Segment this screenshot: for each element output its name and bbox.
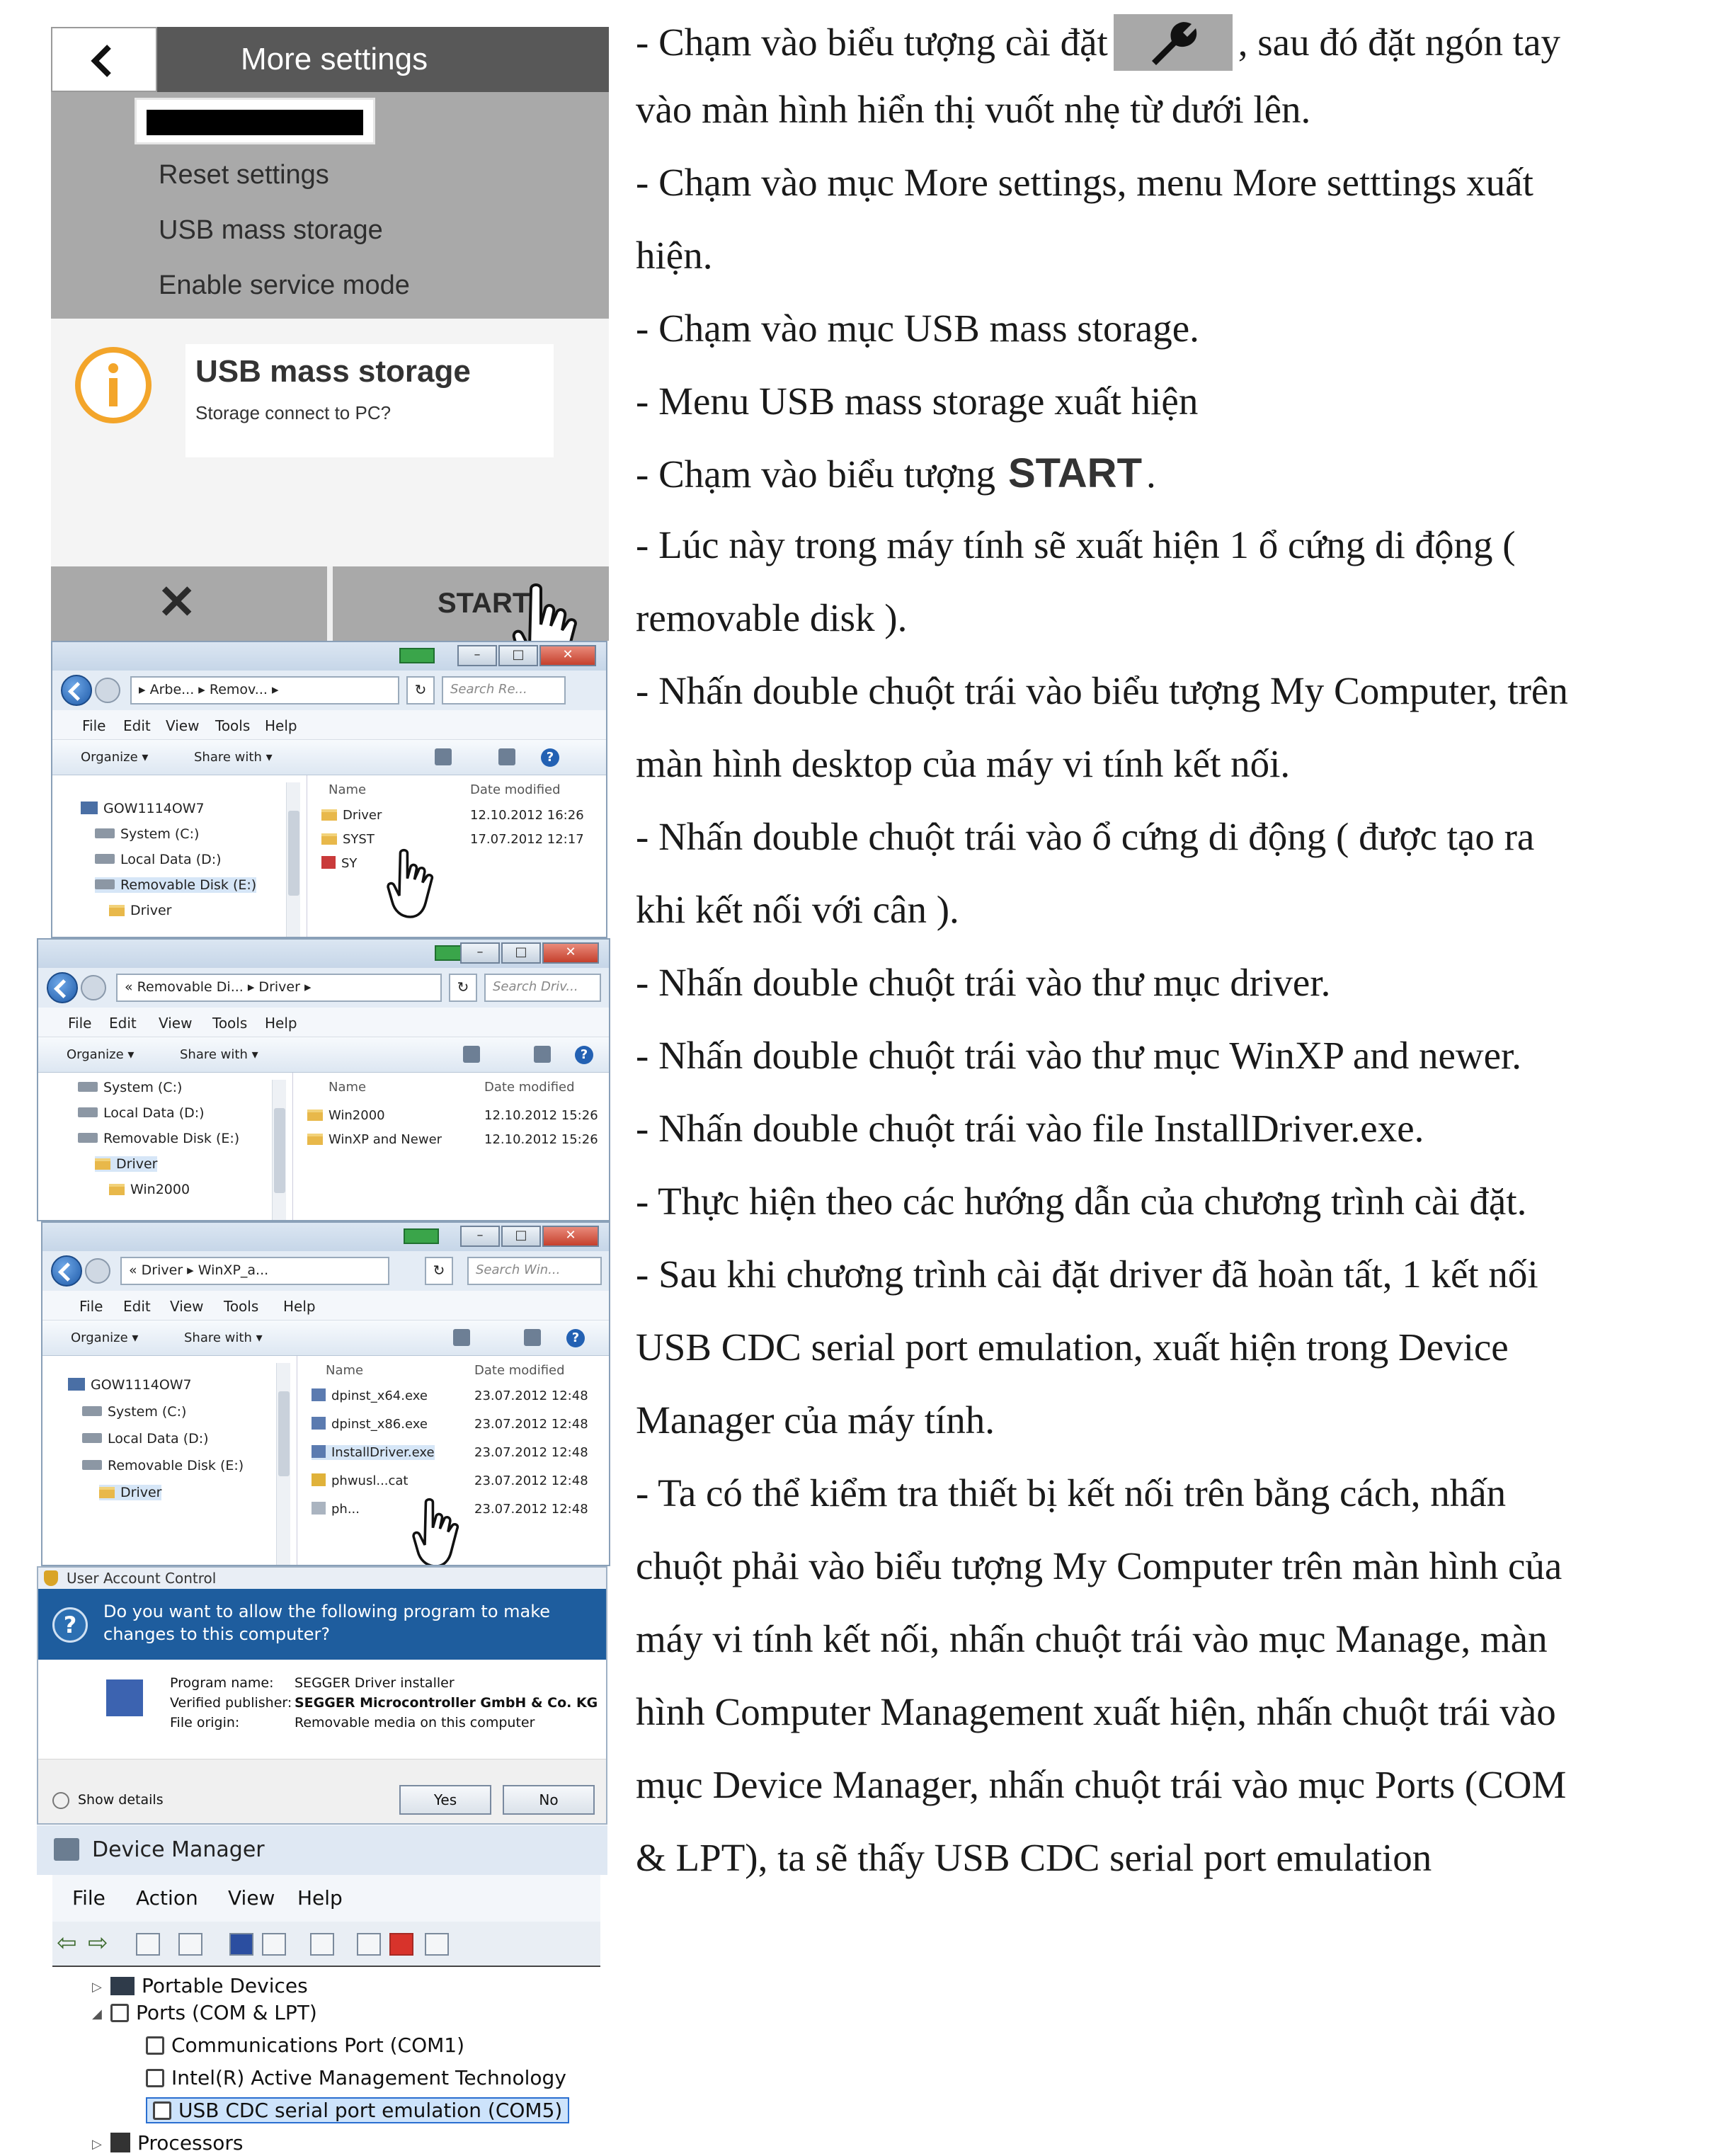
folder-icon bbox=[307, 1134, 323, 1145]
explorer-window-1 bbox=[51, 641, 607, 938]
address-bar bbox=[42, 1251, 609, 1291]
file-row[interactable] bbox=[307, 1132, 442, 1147]
menu-tools[interactable]: Tools bbox=[212, 1015, 248, 1032]
wrench-settings-icon bbox=[1114, 14, 1233, 71]
button-divider bbox=[327, 566, 333, 641]
instruction-line-12: - Nhấn double chuột trái vào ổ cứng di động ( được tạo ra bbox=[636, 815, 1535, 858]
column-name[interactable]: Name bbox=[326, 1363, 364, 1378]
folder-icon bbox=[95, 1158, 110, 1170]
nav-label: Driver bbox=[130, 903, 172, 918]
tree-item-com1[interactable] bbox=[146, 2034, 464, 2057]
close-icon[interactable]: ✕ bbox=[542, 1226, 599, 1247]
caption-buttons bbox=[456, 645, 596, 666]
column-date[interactable]: Date modified bbox=[474, 1363, 565, 1378]
expand-icon[interactable]: ▷ bbox=[92, 1980, 102, 1995]
view-icon[interactable] bbox=[463, 1046, 480, 1063]
column-date[interactable]: Date modified bbox=[470, 782, 561, 797]
instruction-line-25: mục Device Manager, nhấn chuột trái vào mục Ports (COM bbox=[636, 1763, 1567, 1806]
menu-file[interactable]: File bbox=[72, 1886, 105, 1910]
help-icon[interactable]: ? bbox=[575, 1046, 593, 1064]
menu-file[interactable]: File bbox=[82, 717, 106, 734]
nav-label: Removable Disk (E:) bbox=[103, 1131, 240, 1146]
port-icon bbox=[146, 2069, 164, 2087]
device-manager-title: Device Manager bbox=[92, 1837, 265, 1862]
menu-edit[interactable]: Edit bbox=[123, 717, 151, 734]
forward-arrow-icon[interactable]: ⇨ bbox=[88, 1929, 108, 1957]
file-origin-value: Removable media on this computer bbox=[295, 1715, 535, 1730]
file-date: 23.07.2012 12:48 bbox=[474, 1417, 588, 1432]
share-with-button[interactable]: Share with ▾ bbox=[194, 750, 273, 765]
menu-help[interactable]: Help bbox=[297, 1886, 343, 1910]
tree-label: Ports (COM & LPT) bbox=[136, 2001, 317, 2024]
program-icon bbox=[106, 1679, 143, 1716]
uac-footer bbox=[38, 1759, 606, 1823]
processor-icon bbox=[110, 2133, 130, 2152]
nav-item-removable-disk[interactable] bbox=[95, 877, 256, 893]
collapse-icon[interactable]: ◢ bbox=[92, 2007, 102, 2021]
maximize-icon[interactable]: □ bbox=[501, 942, 541, 964]
drive-icon bbox=[82, 1433, 102, 1443]
cancel-button[interactable] bbox=[51, 566, 327, 641]
uac-title: User Account Control bbox=[67, 1570, 217, 1587]
instruction-line-16: - Nhấn double chuột trái vào file InstallDriver.exe. bbox=[636, 1107, 1424, 1150]
instruction-line-3: - Chạm vào mục More settings, menu More setttings xuất bbox=[636, 161, 1533, 204]
instruction-text: - Chạm vào biểu tượng cài đặt bbox=[636, 21, 1108, 64]
nav-label: Win2000 bbox=[130, 1182, 190, 1197]
column-name[interactable]: Name bbox=[329, 1080, 367, 1095]
forward-arrow-icon[interactable] bbox=[81, 975, 106, 1000]
uac-banner bbox=[38, 1589, 606, 1660]
nav-label: Local Data (D:) bbox=[103, 1105, 205, 1121]
file-date: 12.10.2012 15:26 bbox=[484, 1132, 598, 1147]
instruction-line-10: - Nhấn double chuột trái vào biểu tượng My Computer, trên bbox=[636, 669, 1568, 712]
file-list bbox=[314, 775, 606, 937]
file-name: ph... bbox=[331, 1502, 360, 1517]
question-icon: ? bbox=[52, 1607, 88, 1643]
nav-label: System (C:) bbox=[120, 826, 200, 842]
help-icon[interactable] bbox=[229, 1933, 253, 1956]
menu-bar bbox=[52, 1875, 600, 1922]
computer-icon bbox=[81, 802, 98, 814]
nav-label: Removable Disk (E:) bbox=[108, 1458, 244, 1473]
port-icon bbox=[153, 2101, 171, 2120]
file-date: 23.07.2012 12:48 bbox=[474, 1473, 588, 1488]
hand-cursor-icon bbox=[411, 1495, 481, 1566]
no-button[interactable]: No bbox=[503, 1785, 595, 1815]
organize-button[interactable]: Organize ▾ bbox=[81, 750, 149, 765]
menu-item-usb-mass-storage[interactable]: USB mass storage bbox=[159, 215, 383, 245]
tree-item-ports[interactable] bbox=[110, 2001, 317, 2024]
nav-item-system[interactable] bbox=[78, 1080, 182, 1095]
menu-view[interactable]: View bbox=[166, 717, 200, 734]
nav-item-computer[interactable] bbox=[81, 801, 205, 816]
instruction-line-5: - Chạm vào mục USB mass storage. bbox=[636, 307, 1199, 350]
search-input[interactable]: Search Re... bbox=[442, 676, 566, 705]
dialog-box bbox=[185, 344, 554, 457]
nav-label: System (C:) bbox=[108, 1404, 187, 1420]
menu-view[interactable]: View bbox=[228, 1886, 275, 1910]
nav-item-removable-disk[interactable] bbox=[78, 1131, 239, 1146]
navigation-pane bbox=[38, 1073, 293, 1220]
scrollbar-thumb[interactable] bbox=[274, 1108, 285, 1193]
address-bar bbox=[38, 968, 609, 1008]
device-manager-window bbox=[37, 1825, 607, 2156]
properties-icon[interactable] bbox=[136, 1933, 160, 1956]
instruction-line-18: - Sau khi chương trình cài đặt driver đã hoàn tất, 1 kết nối bbox=[636, 1253, 1538, 1296]
refresh-icon[interactable]: ↻ bbox=[425, 1257, 453, 1285]
file-name: dpinst_x64.exe bbox=[331, 1388, 428, 1403]
preview-pane-icon[interactable] bbox=[498, 748, 515, 765]
dialog-title: USB mass storage bbox=[195, 354, 471, 389]
scrollbar[interactable] bbox=[276, 1363, 290, 1565]
menu-view[interactable]: View bbox=[170, 1298, 204, 1315]
tree-label: Intel(R) Active Management Technology bbox=[171, 2066, 566, 2089]
instruction-line-24: hình Computer Management xuất hiện, nhấn chuột trái vào bbox=[636, 1690, 1556, 1733]
view-icon[interactable] bbox=[435, 748, 452, 765]
explorer-window-3 bbox=[41, 1221, 610, 1566]
details-icon[interactable] bbox=[262, 1933, 286, 1956]
address-field[interactable]: ▸ Arbe... ▸ Remov... ▸ bbox=[130, 676, 399, 705]
tree-item-usb-cdc[interactable] bbox=[146, 2099, 569, 2122]
instruction-line-14: - Nhấn double chuột trái vào thư mục driver. bbox=[636, 961, 1331, 1004]
organize-button[interactable]: Organize ▾ bbox=[71, 1330, 139, 1345]
drive-icon bbox=[95, 828, 115, 838]
view-icon[interactable] bbox=[453, 1329, 470, 1346]
start-label: START bbox=[438, 588, 530, 619]
column-date[interactable]: Date modified bbox=[484, 1080, 575, 1095]
menu-tools[interactable]: Tools bbox=[215, 717, 251, 734]
close-icon[interactable]: ✕ bbox=[542, 942, 599, 964]
nav-item-local-data[interactable] bbox=[78, 1105, 205, 1121]
program-name-label: Program name: bbox=[170, 1675, 274, 1691]
command-bar bbox=[38, 1037, 609, 1073]
menu-action[interactable]: Action bbox=[136, 1886, 198, 1910]
menu-tools[interactable]: Tools bbox=[224, 1298, 259, 1315]
more-settings-menu bbox=[51, 92, 609, 319]
scale-header bbox=[51, 27, 609, 92]
file-date: 12.10.2012 15:26 bbox=[484, 1108, 598, 1123]
file-name: dpinst_x86.exe bbox=[331, 1417, 428, 1432]
tree-label: USB CDC serial port emulation (COM5) bbox=[178, 2099, 563, 2122]
refresh-icon[interactable]: ↻ bbox=[449, 974, 477, 1002]
yes-button[interactable]: Yes bbox=[399, 1785, 491, 1815]
usb-cdc-highlight bbox=[146, 2097, 569, 2123]
publisher-label: Verified publisher: bbox=[170, 1695, 292, 1711]
menu-bar bbox=[52, 710, 606, 740]
folder-icon bbox=[307, 1110, 323, 1121]
titlebar bbox=[38, 940, 609, 968]
nav-item-system[interactable] bbox=[95, 826, 199, 842]
instruction-line-17: - Thực hiện theo các hướng dẫn của chương trình cài đặt. bbox=[636, 1180, 1527, 1223]
port-icon bbox=[146, 2036, 164, 2055]
instruction-line-6: - Menu USB mass storage xuất hiện bbox=[636, 380, 1199, 423]
nav-label: Driver bbox=[116, 1156, 158, 1172]
publisher-value: SEGGER Microcontroller GmbH & Co. KG bbox=[295, 1695, 598, 1711]
instruction-text: - Chạm vào biểu tượng bbox=[636, 452, 995, 496]
file-date: 17.07.2012 12:17 bbox=[470, 832, 584, 847]
titlebar bbox=[42, 1223, 609, 1251]
folder-icon bbox=[109, 905, 125, 916]
port-icon bbox=[110, 2004, 129, 2022]
caption-buttons bbox=[459, 942, 599, 964]
menu-bar bbox=[42, 1291, 609, 1321]
computer-icon bbox=[68, 1378, 85, 1391]
back-arrow-icon[interactable] bbox=[61, 675, 92, 706]
usb-drive-icon bbox=[82, 1460, 102, 1470]
nav-item-driver[interactable] bbox=[95, 1156, 157, 1172]
instruction-text: , sau đó đặt ngón tay bbox=[1238, 21, 1560, 64]
scan-hardware-icon[interactable] bbox=[310, 1933, 334, 1956]
explorer-window-2 bbox=[37, 938, 610, 1221]
instruction-line-22: chuột phải vào biểu tượng My Computer trên màn hình của bbox=[636, 1544, 1563, 1587]
cat-file-icon bbox=[312, 1473, 326, 1486]
device-tree bbox=[52, 1967, 600, 2156]
nav-label: Local Data (D:) bbox=[120, 852, 222, 867]
file-date: 23.07.2012 12:48 bbox=[474, 1445, 588, 1460]
file-row[interactable] bbox=[312, 1388, 428, 1403]
device-manager-titlebar bbox=[37, 1825, 607, 1875]
maximize-icon[interactable]: □ bbox=[498, 645, 538, 666]
organize-button[interactable]: Organize ▾ bbox=[67, 1047, 135, 1062]
file-row[interactable] bbox=[321, 808, 382, 823]
column-name[interactable]: Name bbox=[329, 782, 367, 797]
folder-icon bbox=[321, 809, 337, 821]
close-icon[interactable]: ✕ bbox=[539, 645, 596, 666]
instruction-text: . bbox=[1146, 452, 1156, 496]
menu-edit[interactable]: Edit bbox=[123, 1298, 151, 1315]
menu-help[interactable]: Help bbox=[265, 717, 297, 734]
green-tag bbox=[399, 648, 435, 663]
minimize-icon[interactable]: – bbox=[457, 645, 497, 666]
scrollbar-thumb[interactable] bbox=[278, 1391, 290, 1476]
menu-view[interactable]: View bbox=[159, 1015, 193, 1032]
menu-item-reset-settings[interactable]: Reset settings bbox=[159, 160, 329, 190]
forward-arrow-icon[interactable] bbox=[85, 1258, 110, 1284]
password-mask bbox=[147, 110, 363, 135]
disable-icon[interactable] bbox=[425, 1933, 449, 1956]
usb-drive-icon bbox=[78, 1133, 98, 1143]
drive-icon bbox=[95, 854, 115, 864]
back-arrow-icon[interactable] bbox=[47, 972, 78, 1003]
drive-icon bbox=[78, 1107, 98, 1117]
back-arrow-icon[interactable]: ⇦ bbox=[57, 1929, 77, 1957]
nav-item-local-data[interactable] bbox=[82, 1431, 209, 1447]
navigation-pane bbox=[42, 1356, 297, 1565]
portable-device-icon bbox=[110, 1977, 135, 1995]
menu-edit[interactable]: Edit bbox=[109, 1015, 137, 1032]
address-field[interactable]: « Removable Di... ▸ Driver ▸ bbox=[116, 974, 442, 1002]
scrollbar[interactable] bbox=[272, 1080, 286, 1220]
tree-label: Portable Devices bbox=[142, 1974, 308, 1997]
menu-help[interactable]: Help bbox=[283, 1298, 316, 1315]
file-name: Driver bbox=[343, 808, 382, 823]
nav-label: Driver bbox=[120, 1485, 162, 1500]
file-name: SY bbox=[341, 856, 358, 871]
instruction-line-4: hiện. bbox=[636, 234, 713, 277]
uac-program-info bbox=[38, 1660, 606, 1759]
share-with-button[interactable]: Share with ▾ bbox=[184, 1330, 263, 1345]
list-view-icon[interactable] bbox=[178, 1933, 202, 1956]
file-date: 12.10.2012 16:26 bbox=[470, 808, 584, 823]
folder-icon bbox=[99, 1487, 115, 1498]
instruction-line-26: & LPT), ta sẽ thấy USB CDC serial port emulation bbox=[636, 1836, 1432, 1879]
menu-item-enable-service-mode[interactable]: Enable service mode bbox=[159, 270, 410, 300]
uninstall-icon[interactable] bbox=[389, 1933, 413, 1956]
caption-buttons bbox=[459, 1226, 599, 1247]
nav-item-win2000[interactable] bbox=[109, 1182, 190, 1197]
instruction-line-1 bbox=[636, 14, 1560, 71]
file-row[interactable] bbox=[307, 1108, 385, 1123]
nav-item-computer[interactable] bbox=[68, 1377, 192, 1393]
file-list bbox=[300, 1073, 609, 1220]
file-row[interactable] bbox=[312, 1473, 409, 1488]
instruction-line-23: máy vi tính kết nối, nhấn chuột trái vào mục Manage, màn bbox=[636, 1617, 1548, 1660]
tree-item-processors[interactable] bbox=[110, 2131, 243, 2155]
device-manager-icon bbox=[54, 1838, 79, 1861]
search-input[interactable]: Search Driv... bbox=[484, 974, 601, 1002]
nav-item-local-data[interactable] bbox=[95, 852, 222, 867]
address-field[interactable]: « Driver ▸ WinXP_a... bbox=[120, 1257, 389, 1285]
info-icon bbox=[72, 344, 154, 426]
program-name-value: SEGGER Driver installer bbox=[295, 1675, 455, 1691]
toolbar bbox=[52, 1922, 600, 1967]
file-name: InstallDriver.exe bbox=[331, 1445, 435, 1460]
file-origin-label: File origin: bbox=[170, 1715, 240, 1730]
file-name: SYST bbox=[343, 832, 375, 847]
close-icon: ✕ bbox=[157, 576, 197, 628]
file-date: 23.07.2012 12:48 bbox=[474, 1502, 588, 1517]
instruction-line-20: Manager của máy tính. bbox=[636, 1398, 995, 1442]
nav-label: GOW1114OW7 bbox=[103, 801, 205, 816]
tree-label: Communications Port (COM1) bbox=[171, 2034, 464, 2057]
navigation-pane bbox=[52, 775, 307, 937]
expand-icon[interactable]: ▷ bbox=[92, 2137, 102, 2152]
back-button[interactable] bbox=[51, 27, 157, 92]
refresh-icon[interactable]: ↻ bbox=[406, 676, 435, 705]
chevron-down-icon[interactable] bbox=[52, 1792, 69, 1809]
menu-help[interactable]: Help bbox=[265, 1015, 297, 1032]
folder-icon bbox=[109, 1184, 125, 1195]
instruction-line-7 bbox=[636, 450, 1156, 497]
file-icon bbox=[312, 1502, 326, 1515]
file-row[interactable] bbox=[321, 832, 375, 847]
file-row[interactable] bbox=[312, 1502, 360, 1517]
instruction-line-21: - Ta có thể kiểm tra thiết bị kết nối trên bằng cách, nhấn bbox=[636, 1471, 1507, 1515]
help-icon[interactable]: ? bbox=[566, 1329, 585, 1347]
file-row-install-driver[interactable] bbox=[312, 1445, 435, 1460]
address-bar bbox=[52, 671, 606, 710]
menu-bar bbox=[38, 1008, 609, 1037]
shield-icon bbox=[44, 1570, 58, 1586]
maximize-icon[interactable]: □ bbox=[501, 1226, 541, 1247]
file-icon bbox=[321, 856, 336, 869]
minimize-icon[interactable]: – bbox=[460, 1226, 500, 1247]
green-tag bbox=[404, 1228, 439, 1244]
uac-titlebar bbox=[38, 1568, 606, 1589]
file-row[interactable] bbox=[312, 1417, 428, 1432]
start-inline-label: START bbox=[1007, 450, 1142, 496]
instruction-line-11: màn hình desktop của máy vi tính kết nối. bbox=[636, 742, 1291, 785]
tree-item-intel-amt[interactable] bbox=[146, 2066, 566, 2089]
file-name: WinXP and Newer bbox=[329, 1132, 442, 1147]
scrollbar[interactable] bbox=[286, 782, 300, 937]
nav-label: GOW1114OW7 bbox=[91, 1377, 192, 1393]
preview-pane-icon[interactable] bbox=[524, 1329, 541, 1346]
password-field[interactable] bbox=[135, 98, 375, 144]
more-settings-title: More settings bbox=[157, 27, 609, 92]
help-icon[interactable]: ? bbox=[541, 748, 559, 767]
nav-label: Local Data (D:) bbox=[108, 1431, 209, 1447]
exe-file-icon bbox=[312, 1445, 326, 1458]
instruction-line-13: khi kết nối với cân ). bbox=[636, 888, 959, 931]
usb-dialog bbox=[51, 319, 609, 566]
titlebar bbox=[52, 642, 606, 671]
file-row[interactable] bbox=[321, 856, 357, 871]
user-account-control-dialog bbox=[37, 1566, 607, 1825]
usb-drive-icon bbox=[95, 879, 115, 889]
nav-item-driver[interactable] bbox=[99, 1485, 161, 1500]
tree-label: Processors bbox=[137, 2131, 244, 2155]
instruction-line-19: USB CDC serial port emulation, xuất hiện trong Device bbox=[636, 1325, 1509, 1369]
nav-item-driver[interactable] bbox=[109, 903, 171, 918]
file-name: phwusl...cat bbox=[331, 1473, 409, 1488]
instruction-line-8: - Lúc này trong máy tính sẽ xuất hiện 1 ổ cứng di động ( bbox=[636, 523, 1516, 566]
file-name: Win2000 bbox=[329, 1108, 385, 1123]
instruction-line-15: - Nhấn double chuột trái vào thư mục WinXP and newer. bbox=[636, 1034, 1522, 1077]
file-date: 23.07.2012 12:48 bbox=[474, 1388, 588, 1403]
nav-label: System (C:) bbox=[103, 1080, 183, 1095]
dialog-subtitle: Storage connect to PC? bbox=[195, 402, 392, 423]
nav-item-system[interactable] bbox=[82, 1404, 186, 1420]
menu-file[interactable]: File bbox=[68, 1015, 92, 1032]
drive-icon bbox=[78, 1082, 98, 1092]
menu-file[interactable]: File bbox=[79, 1298, 103, 1315]
exe-file-icon bbox=[312, 1388, 326, 1401]
folder-icon bbox=[321, 833, 337, 845]
share-with-button[interactable]: Share with ▾ bbox=[180, 1047, 258, 1062]
instruction-line-2: vào màn hình hiển thị vuốt nhẹ từ dưới lên. bbox=[636, 88, 1311, 131]
tree-item-portable-devices[interactable] bbox=[110, 1974, 308, 1997]
back-arrow-icon[interactable] bbox=[51, 1255, 82, 1287]
preview-pane-icon[interactable] bbox=[534, 1046, 551, 1063]
exe-file-icon bbox=[312, 1417, 326, 1430]
chevron-left-icon bbox=[88, 44, 116, 78]
show-details-link[interactable]: Show details bbox=[78, 1792, 164, 1808]
hand-cursor-icon bbox=[385, 846, 456, 924]
command-bar bbox=[42, 1321, 609, 1356]
instruction-line-9: removable disk ). bbox=[636, 596, 908, 639]
minimize-icon[interactable]: – bbox=[460, 942, 500, 964]
uac-question: Do you want to allow the following program to make changes to this computer? bbox=[103, 1602, 551, 1644]
forward-arrow-icon[interactable] bbox=[95, 678, 120, 703]
scrollbar-thumb[interactable] bbox=[288, 811, 299, 896]
drive-icon bbox=[82, 1406, 102, 1416]
command-bar bbox=[52, 740, 606, 775]
nav-item-removable-disk[interactable] bbox=[82, 1458, 244, 1473]
search-input[interactable]: Search Win... bbox=[467, 1257, 602, 1285]
nav-label: Removable Disk (E:) bbox=[120, 877, 257, 893]
update-driver-icon[interactable] bbox=[357, 1933, 381, 1956]
